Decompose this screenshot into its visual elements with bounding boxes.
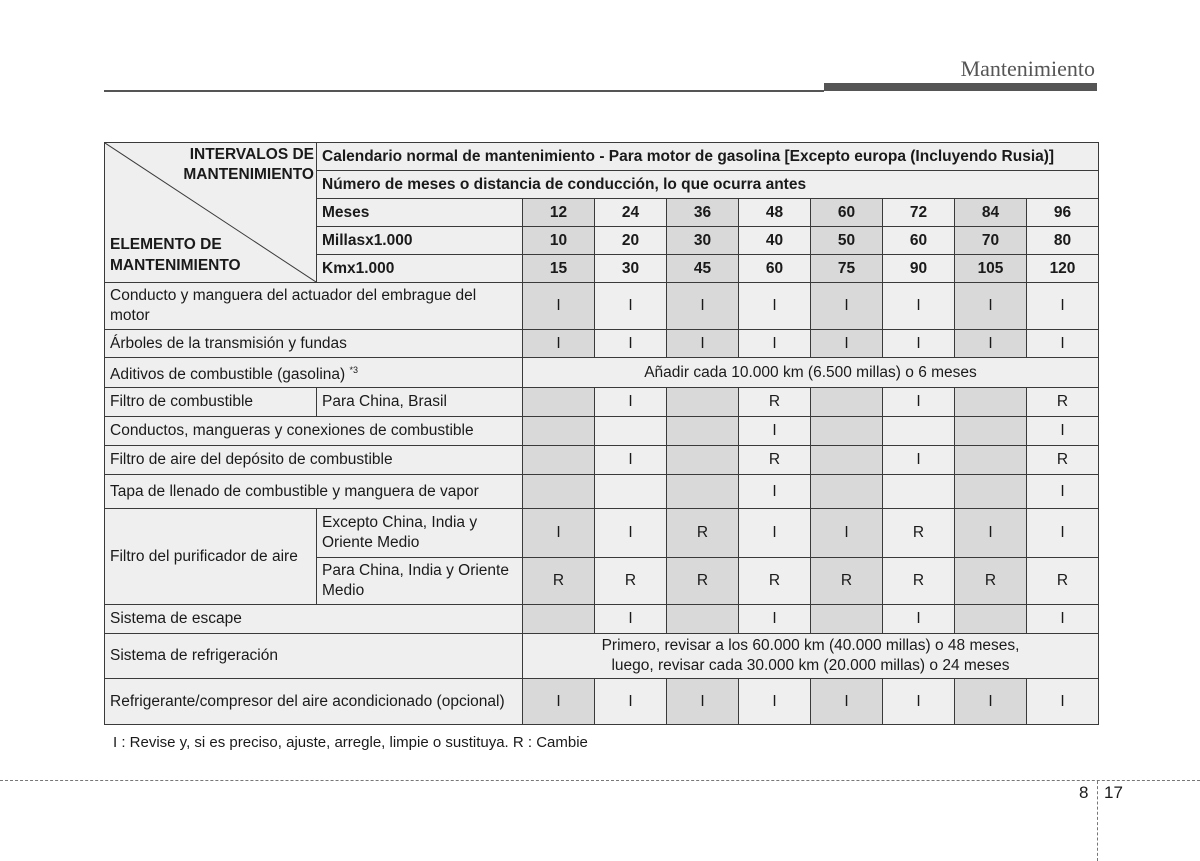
schedule-cell: I [667,679,739,725]
schedule-cell: R [883,509,955,558]
schedule-cell: I [595,446,667,475]
maintenance-subitem: Para China, India y Oriente Medio [317,558,523,605]
schedule-cell: I [1027,679,1099,725]
schedule-cell: I [883,330,955,358]
maintenance-item-label: Aditivos de combustible (gasolina) [110,366,346,383]
schedule-cell: I [955,509,1027,558]
maintenance-item [105,388,317,417]
schedule-note: Añadir cada 10.000 km (6.500 millas) o 6 meses [523,358,1099,388]
footer-dashed-rule [0,780,1200,781]
schedule-title: Calendario normal de mantenimiento - Para motor de gasolina [Excepto europa (Incluyendo Rusia)] [317,143,1099,171]
schedule-cell [667,475,739,509]
interval-value: 15 [523,255,595,283]
interval-value: 50 [811,227,883,255]
schedule-cell [955,475,1027,509]
maintenance-item: Filtro del purificador de aire [105,509,317,605]
maintenance-item-label: Filtro de combustible [110,393,254,410]
schedule-cell: I [739,330,811,358]
schedule-cell: I [739,679,811,725]
maintenance-item [105,634,523,679]
schedule-cell: I [811,509,883,558]
schedule-cell: I [1027,330,1099,358]
maintenance-item [105,358,523,388]
chapter-number: 8 [1079,783,1089,802]
corner-bottom-label: ELEMENTO DE MANTENIMIENTO [110,236,241,274]
schedule-cell [667,605,739,634]
schedule-cell: I [667,330,739,358]
interval-value: 96 [1027,199,1099,227]
interval-value: 90 [883,255,955,283]
title-row [105,143,1099,171]
schedule-cell: I [955,679,1027,725]
schedule-cell [595,417,667,446]
interval-value: 20 [595,227,667,255]
schedule-cell: I [739,509,811,558]
schedule-cell [667,446,739,475]
schedule-cell: I [883,283,955,330]
schedule-cell [955,446,1027,475]
interval-value: 48 [739,199,811,227]
interval-value: 30 [595,255,667,283]
interval-value: 45 [667,255,739,283]
schedule-cell: I [883,446,955,475]
interval-value: 120 [1027,255,1099,283]
interval-value: 80 [1027,227,1099,255]
table-row [105,509,1099,558]
schedule-cell: I [595,330,667,358]
schedule-cell [523,475,595,509]
interval-value: 60 [811,199,883,227]
legend-note: I : Revise y, si es preciso, ajuste, arregle, limpie o sustituya. R : Cambie [113,734,588,751]
table-row [105,475,1099,509]
table-row [105,330,1099,358]
maintenance-item [105,679,523,725]
footnote-marker: *3 [349,365,359,375]
schedule-cell [667,417,739,446]
schedule-cell: I [739,605,811,634]
header-rule-bar [824,83,1097,91]
schedule-cell: I [811,679,883,725]
schedule-cell [811,417,883,446]
interval-value: 40 [739,227,811,255]
table-row [105,388,1099,417]
maintenance-item [105,446,523,475]
schedule-cell: I [883,679,955,725]
schedule-cell: R [1027,388,1099,417]
table-row [105,634,1099,679]
schedule-cell: I [811,330,883,358]
schedule-cell: I [595,605,667,634]
schedule-cell: R [523,558,595,605]
section-title: Mantenimiento [960,56,1095,81]
schedule-cell: I [1027,417,1099,446]
interval-value: 36 [667,199,739,227]
schedule-note-line: Primero, revisar a los 60.000 km (40.000 millas) o 48 meses, [601,637,1020,654]
schedule-cell [523,605,595,634]
schedule-cell: I [523,283,595,330]
schedule-cell: I [667,283,739,330]
interval-value: 72 [883,199,955,227]
schedule-cell: R [595,558,667,605]
maintenance-item [105,330,523,358]
schedule-cell: I [523,509,595,558]
interval-value: 60 [739,255,811,283]
maintenance-item-label: Conducto y manguera del actuador del embrague del motor [110,287,477,324]
interval-value: 12 [523,199,595,227]
table-row [105,679,1099,725]
page-number: 17 [1104,783,1123,802]
schedule-cell: I [739,417,811,446]
maintenance-item-label: Árboles de la transmisión y fundas [110,334,347,352]
schedule-cell: I [739,475,811,509]
schedule-cell: I [1027,283,1099,330]
schedule-cell [883,475,955,509]
maintenance-item-label: Conductos, mangueras y conexiones de combustible [110,422,474,439]
interval-value: 84 [955,199,1027,227]
schedule-cell: I [595,388,667,417]
interval-row-label: Millasx1.000 [317,227,523,255]
schedule-cell [595,475,667,509]
maintenance-item-label: Sistema de refrigeración [110,647,278,664]
schedule-cell: I [523,330,595,358]
schedule-cell [811,388,883,417]
schedule-cell [523,417,595,446]
schedule-cell: R [1027,558,1099,605]
corner-header-cell [105,143,317,283]
maintenance-item [105,417,523,446]
table-row [105,283,1099,330]
schedule-cell: R [883,558,955,605]
maintenance-item [105,605,523,634]
schedule-cell: R [1027,446,1099,475]
schedule-cell [955,388,1027,417]
interval-value: 24 [595,199,667,227]
maintenance-subitem: Excepto China, India y Oriente Medio [317,509,523,558]
schedule-cell [523,446,595,475]
interval-value: 70 [955,227,1027,255]
interval-value: 10 [523,227,595,255]
schedule-cell: I [595,679,667,725]
interval-row-label: Kmx1.000 [317,255,523,283]
schedule-cell: I [883,388,955,417]
maintenance-schedule-table [104,142,1099,725]
schedule-cell: I [595,283,667,330]
interval-value: 75 [811,255,883,283]
schedule-cell: R [739,388,811,417]
schedule-cell: I [595,509,667,558]
schedule-cell [955,605,1027,634]
schedule-cell: I [1027,475,1099,509]
footer-dashed-divider [1097,781,1098,861]
schedule-cell [883,417,955,446]
interval-value: 30 [667,227,739,255]
schedule-cell: R [667,509,739,558]
interval-row-label: Meses [317,199,523,227]
table-row [105,605,1099,634]
table-row [105,446,1099,475]
maintenance-item-label: Filtro de aire del depósito de combustible [110,451,393,468]
table-row [105,358,1099,388]
schedule-cell: I [883,605,955,634]
table-row [105,417,1099,446]
schedule-cell: I [1027,509,1099,558]
schedule-cell [811,475,883,509]
schedule-cell: I [1027,605,1099,634]
schedule-cell: R [955,558,1027,605]
schedule-cell: I [955,283,1027,330]
maintenance-item-label: Sistema de escape [110,610,242,627]
maintenance-subitem: Para China, Brasil [317,388,523,417]
schedule-subtitle: Número de meses o distancia de conducción, lo que ocurra antes [317,171,1099,199]
schedule-cell: R [739,446,811,475]
schedule-cell [811,446,883,475]
schedule-cell: I [739,283,811,330]
schedule-cell [955,417,1027,446]
maintenance-item-label: Refrigerante/compresor del aire acondicionado (opcional) [110,692,505,710]
interval-value: 105 [955,255,1027,283]
schedule-note [523,634,1099,679]
schedule-cell [523,388,595,417]
schedule-cell: R [739,558,811,605]
maintenance-item [105,283,523,330]
corner-top-label: INTERVALOS DE MANTENIMIENTO [183,146,314,183]
schedule-note-line: luego, revisar cada 30.000 km (20.000 millas) o 24 meses [611,657,1010,674]
schedule-cell [811,605,883,634]
interval-value: 60 [883,227,955,255]
schedule-cell: I [955,330,1027,358]
maintenance-item [105,475,523,509]
schedule-cell: R [811,558,883,605]
schedule-cell: R [667,558,739,605]
schedule-cell: I [811,283,883,330]
header-rule [104,90,824,92]
maintenance-item-label: Tapa de llenado de combustible y manguera de vapor [110,482,479,500]
schedule-cell [667,388,739,417]
schedule-cell: I [523,679,595,725]
